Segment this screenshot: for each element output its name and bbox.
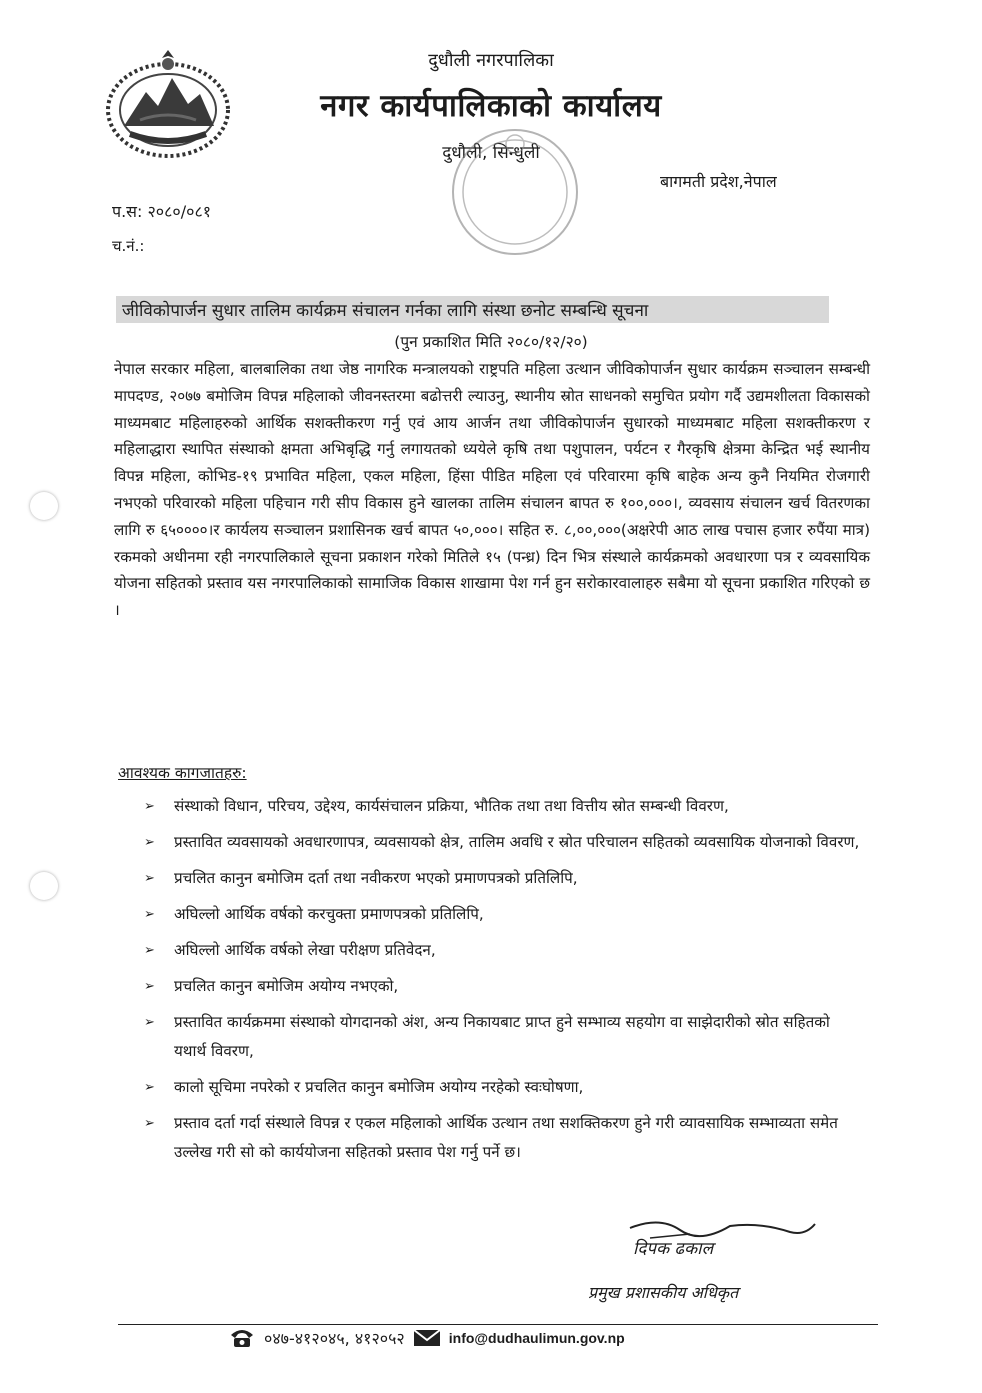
list-item [144, 792, 864, 821]
footer-divider [118, 1324, 878, 1325]
phone-numbers: ०४७-४१२०४५, ४१२०५२ [264, 1329, 405, 1348]
list-item-text: प्रचलित कानुन बमोजिम दर्ता तथा नवीकरण भएको प्रमाणपत्रको प्रतिलिपि, [174, 869, 578, 887]
list-item-text: अघिल्लो आर्थिक वर्षको करचुक्ता प्रमाणपत्रको प्रतिलिपि, [174, 905, 484, 923]
list-item-text: प्रस्तावित कार्यक्रममा संस्थाको योगदानको अंश, अन्य निकायबाट प्राप्त हुने सम्भाव्य सहयोग वा साझेदारीको स्रोत सहितको यथार्थ विवरण, [174, 1013, 830, 1060]
arrow-bullet-icon: ➢ [144, 871, 155, 886]
arrow-bullet-icon: ➢ [144, 799, 155, 814]
office-address: दुधौली, सिन्धुली [442, 143, 540, 163]
punch-hole [30, 492, 58, 520]
signatory-title: प्रमुख प्रशासकीय अधिकृत [588, 1283, 739, 1302]
arrow-bullet-icon: ➢ [144, 1015, 155, 1030]
list-item [144, 1109, 864, 1167]
province-label: बागमती प्रदेश,नेपाल [660, 172, 777, 191]
municipality-name: दुधौली नगरपालिका [428, 50, 554, 71]
notice-subject: जीविकोपार्जन सुधार तालिम कार्यक्रम संचालन गर्नका लागि संस्था छनोट सम्बन्धि सूचना [116, 296, 829, 323]
arrow-bullet-icon: ➢ [144, 1080, 155, 1095]
list-item [144, 828, 864, 857]
notice-body: नेपाल सरकार महिला, बालबालिका तथा जेष्ठ नागरिक मन्त्रालयको राष्ट्रपति महिला उत्थान जीविकोपार्जन सुधार कार्यक्रम सञ्चालन सम्बन्धी मापदण्ड, २०७७ बमोजिम विपन्न महिलाको जीवनस्तरमा बढोत्तरी ल्याउनु, स्थानीय स्रोत साधनको समुचित प्रयोग गर्दै उद्यमशीलता विकासको माध्यमबाट महिलाहरुको आर्थिक सशक्तीकरण गर्नु एवं आय आर्जन तथा जीविकोपार्जन सुधारको माध्यमबाट महिला सशक्तीकरण र महिलाद्धारा स्थापित संस्थाको क्षमता अभिबृद्धि गर्नु लगायतको ध्ययेले कृषि तथा पशुपालन, पर्यटन र गैरकृषि क्षेत्रमा केन्द्रित भई स्थानीय विपन्न महिला, कोभिड-१९ प्रभावित महिला, एकल महिला, हिंसा पीडित महिला एवं परिवारमा कृषि बाहेक अन्य कुनै नियमित रोजगारी नभएको परिवारको महिला पहिचान गरी सीप विकास हुने खालका तालिम संचालन बापत रु १००,०००।, व्यवसाय संचालन खर्च वितरणका लागि रु ६५००००।र कार्यलय सञ्चालन प्रशासिनक खर्च बापत ५०,०००। सहित रु. ८,००,०००(अक्षरेपी आठ लाख पचास हजार रुपैंया मात्र) रकमको अधीनमा रही नगरपालिकाले सूचना प्रकाशन गरेको मितिले १५ (पन्ध्र) दिन भित्र संस्थाले कार्यक्रमको अवधारणा पत्र र व्यवसायिक योजना सहितको प्रस्ताव यस नगरपालिकाको सामाजिक विकास शाखामा पेश गर्न हुन सरोकारवालाहरु सबैमा यो सूचना प्रकाशित गरिएको छ । [114, 360, 870, 620]
list-item [144, 900, 864, 929]
republished-date: (पुन प्रकाशित मिति २०८०/१२/२०) [394, 333, 588, 351]
list-item-text: कालो सूचिमा नपरेको र प्रचलित कानुन बमोजिम अयोग्य नरहेको स्वःघोषणा, [174, 1078, 584, 1096]
requirements-heading: आवश्यक कागजातहरु: [118, 764, 247, 782]
arrow-bullet-icon: ➢ [144, 835, 155, 850]
arrow-bullet-icon: ➢ [144, 979, 155, 994]
list-item [144, 864, 864, 893]
telephone-icon [228, 1327, 256, 1349]
envelope-icon [413, 1328, 441, 1348]
email-address[interactable]: info@dudhaulimun.gov.np [448, 1330, 625, 1346]
list-item-text: प्रस्तावित व्यवसायको अवधारणापत्र, व्यवसायको क्षेत्र, तालिम अवधि र स्रोत परिचालन सहितको व्यवसायिक योजनाको विवरण, [174, 833, 860, 851]
reference-number: प.स: २०८०/०८१ [112, 202, 212, 221]
list-item [144, 1073, 864, 1102]
office-title: नगर कार्यपालिकाको कार्यालय [320, 88, 662, 124]
punch-hole [30, 872, 58, 900]
list-item-text: अघिल्लो आर्थिक वर्षको लेखा परीक्षण प्रतिवेदन, [174, 941, 436, 959]
list-item-text: प्रस्ताव दर्ता गर्दा संस्थाले विपन्न र एकल महिलाको आर्थिक उत्थान तथा सशक्तिकरण हुने गरी व्यावसायिक सम्भाव्यता समेत उल्लेख गरी सो को कार्ययोजना सहितको प्रस्ताव पेश गर्नु पर्ने छ। [174, 1114, 838, 1161]
list-item-text: प्रचलित कानुन बमोजिम अयोग्य नभएको, [174, 977, 399, 995]
requirements-list [144, 792, 864, 1174]
arrow-bullet-icon: ➢ [144, 943, 155, 958]
arrow-bullet-icon: ➢ [144, 907, 155, 922]
list-item [144, 936, 864, 965]
list-item [144, 1008, 864, 1066]
dispatch-number: च.नं.: [112, 237, 145, 255]
list-item-text: संस्थाको विधान, परिचय, उद्देश्य, कार्यसंचालन प्रक्रिया, भौतिक तथा तथा वित्तीय स्रोत सम्बन्धी विवरण, [174, 797, 729, 815]
list-item [144, 972, 864, 1001]
signatory-name: दिपक ढकाल [633, 1239, 714, 1259]
office-stamp-icon [445, 122, 585, 262]
footer-contact [228, 1327, 625, 1349]
arrow-bullet-icon: ➢ [144, 1116, 155, 1131]
